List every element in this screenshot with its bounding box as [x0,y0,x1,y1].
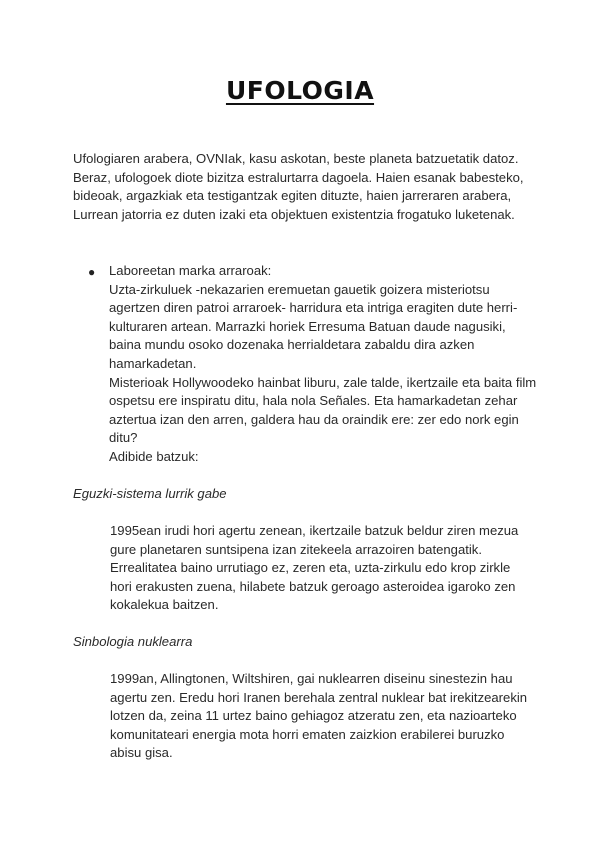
bullet-paragraph-1: Uzta-zirkuluek -nekazarien eremuetan gauetik goizera misteriotsu agertzen diren patroi arraroek- harridura eta intriga eragiten dute herri-kulturaren artean. Marrazki horiek Erresuma Batuan daude nagusiki, baina mundu osoko dozenaka herrialdetara zabaldu dira azken hamarkadetan. [109,281,518,371]
intro-paragraph: Ufologiaren arabera, OVNIak, kasu askotan, beste planeta batzuetatik datoz. Beraz, ufologoek diote bizitza estralurtarra dagoela. Haien esanak babesteko, bideoak, argazkiak eta testigantzak egiten dituzte, haien jarreraren arabera, Lurrean jatorria ez duten izaki eta objektuen existentzia frogatuko luketenak. [73,151,524,222]
section-text-solar-system: 1995ean irudi hori agertu zenean, ikertzaile batzuk beldur ziren mezua gure planetaren suntsipena izan zitekeela arrazoiren batengatik. Errealitatea baino urrutiago ez, zeren eta, uzta-zirkulu edo krop zirkle hori erakusten zuena, hilabete batzuk geroago asteroidea igaroko zen kokalekua baitzen. [110,523,519,613]
bullet-heading: Laboreetan marka arraroak: [109,263,272,278]
section-heading-solar-system: Eguzki-sistema lurrik gabe [73,486,227,501]
bullet-body [109,262,539,467]
page-title: UFOLOGIA [225,76,375,105]
section-text-nuclear: 1999an, Allingtonen, Wiltshiren, gai nuklearren diseinu sinestezin hau agertu zen. Eredu hori Iranen berehala zentral nuklear bat irekitzearekin lotzen da, zeina 11 urtez baino gehiagoz atzeratu zen, eta nazioarteko komunitateari energia mota horri ematen zaizkion erabilerei buruzko abisu gisa. [110,671,528,761]
section-heading-nuclear: Sinbologia nuklearra [73,634,193,649]
bullet-paragraph-2: Misterioak Hollywoodeko hainbat liburu, zale talde, ikertzaile eta baita film ospetsu ere inspiratu ditu, hala nola Señales. Eta hamarkadetan zehar aztertua izan den arren, galdera hau da oraindik ere: zer edo nork egin ditu? [109,374,537,446]
bullet-examples-label: Adibide batzuk: [109,448,199,464]
bullet-marker: ● [88,265,96,279]
